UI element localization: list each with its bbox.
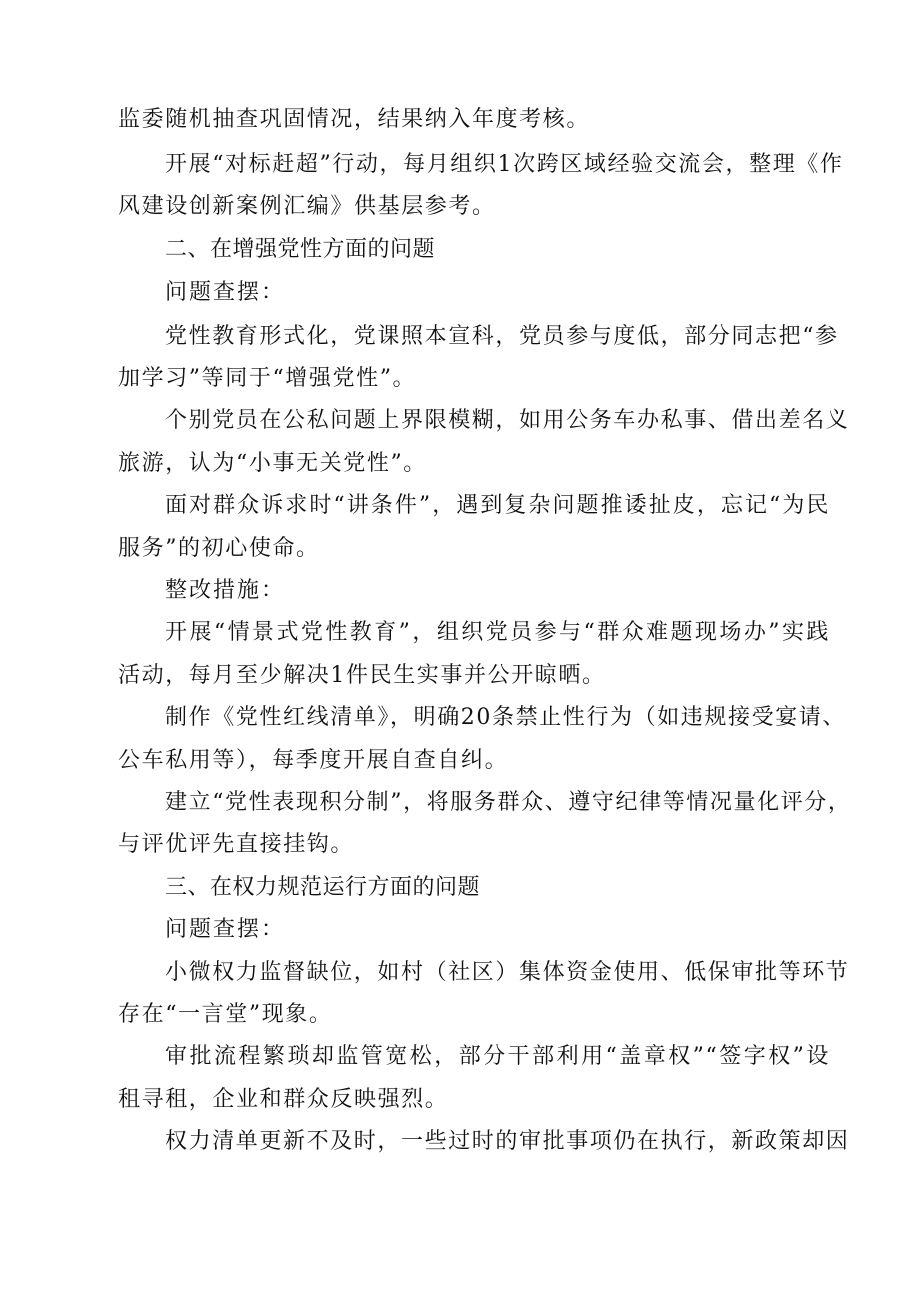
paragraph-line: 建立“党性表现积分制”，将服务群众、遵守纪律等情况量化评分，	[165, 790, 852, 815]
paragraph-line: 小微权力监督缺位，如村（社区）集体资金使用、低保审批等环节	[165, 960, 850, 985]
paragraph-line: 审批流程繁琐却监管宽松，部分干部利用“盖章权”“签字权”设	[165, 1044, 830, 1069]
label-measures: 整改措施：	[165, 578, 286, 603]
paragraph-line: 开展“情景式党性教育”，组织党员参与“群众难题现场办”实践	[165, 620, 830, 645]
section-heading-3: 三、在权力规范运行方面的问题	[165, 875, 481, 900]
paragraph-line: 服务”的初心使命。	[118, 536, 320, 561]
paragraph-line: 风建设创新案例汇编》供基层参考。	[118, 194, 496, 219]
paragraph-line: 开展“对标赶超”行动，每月组织1次跨区域经验交流会，整理《作	[165, 152, 844, 177]
paragraph-line: 加学习”等同于“增强党性”。	[118, 366, 417, 391]
paragraph-line: 个别党员在公私问题上界限模糊，如用公务车办私事、借出差名义	[165, 408, 850, 433]
paragraph-line: 制作《党性红线清单》，明确20条禁止性行为（如违规接受宴请、	[165, 705, 846, 730]
section-heading-2: 二、在增强党性方面的问题	[165, 237, 436, 262]
paragraph-line: 公车私用等），每季度开展自查自纠。	[118, 748, 509, 773]
label-problem: 问题查摆：	[165, 917, 286, 942]
paragraph-line: 活动，每月至少解决1件民生实事并公开晾晒。	[118, 663, 606, 688]
label-problem: 问题查摆：	[165, 280, 286, 305]
paragraph-line: 监委随机抽查巩固情况，结果纳入年度考核。	[118, 107, 591, 132]
paragraph-line: 面对群众诉求时“讲条件”，遇到复杂问题推诿扯皮，忘记“为民	[165, 493, 830, 518]
paragraph-line: 存在“一言堂”现象。	[118, 1002, 333, 1027]
paragraph-line: 党性教育形式化，党课照本宣科，党员参与度低，部分同志把“参	[165, 324, 839, 349]
paragraph-line: 权力清单更新不及时，一些过时的审批事项仍在执行，新政策却因	[165, 1129, 850, 1154]
paragraph-line: 租寻租，企业和群众反映强烈。	[118, 1087, 449, 1112]
paragraph-line: 与评优评先直接挂钩。	[118, 832, 355, 857]
paragraph-line: 旅游，认为“小事无关党性”。	[118, 451, 427, 476]
